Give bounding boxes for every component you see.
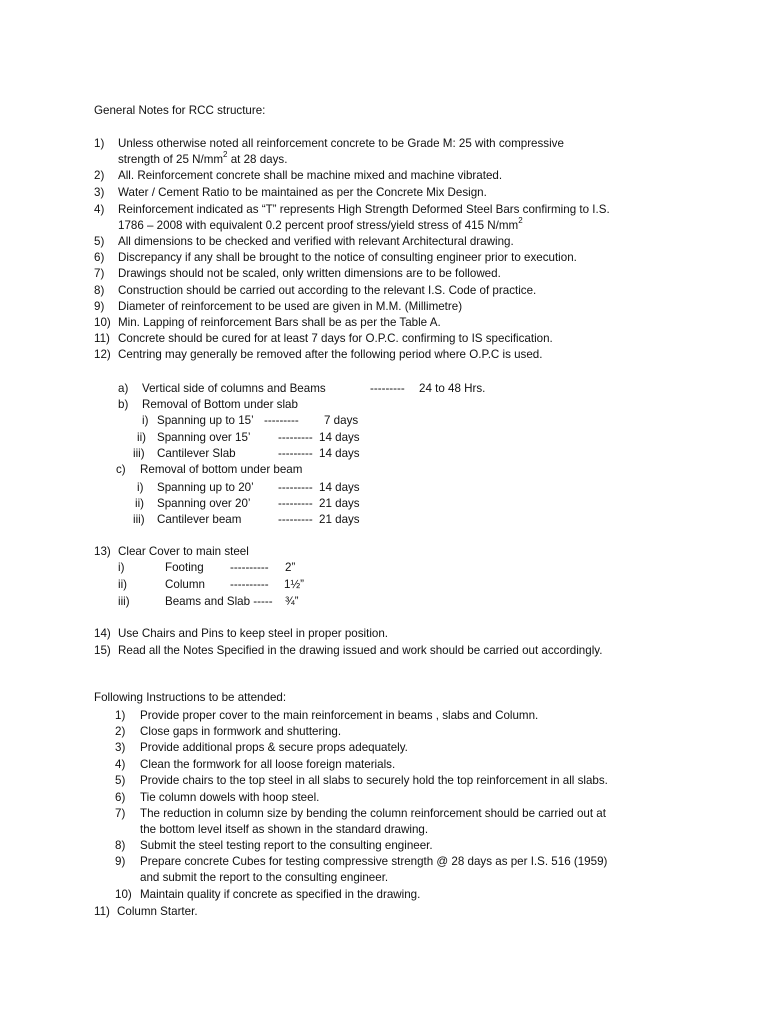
instruction-text: Prepare concrete Cubes for testing compressive strength @ 28 days as per I.S. 516 (1959) xyxy=(140,855,608,868)
curing-c-dash: --------- xyxy=(278,513,313,526)
note-text: Centring may generally be removed after the following period where O.P.C is used. xyxy=(118,348,543,361)
curing-b-dash: --------- xyxy=(278,431,313,444)
instruction-number: 5) xyxy=(115,774,126,787)
instruction-text: Provide proper cover to the main reinforcement in beams , slabs and Column. xyxy=(140,709,539,722)
note-text: Use Chairs and Pins to keep steel in proper position. xyxy=(118,627,389,640)
curing-c-dash: --------- xyxy=(278,497,313,510)
curing-c-roman: ii) xyxy=(135,497,145,510)
curing-c-item: Cantilever beam xyxy=(157,513,242,526)
curing-b-roman: i) xyxy=(142,414,149,427)
note-number: 4) xyxy=(94,203,105,216)
instruction-text: Column Starter. xyxy=(117,905,198,918)
note-number: 12) xyxy=(94,348,111,361)
note-text: Read all the Notes Specified in the drawing issued and work should be carried out accordingly. xyxy=(118,644,603,657)
curing-c-text: Removal of bottom under beam xyxy=(140,463,303,476)
note-text: Construction should be carried out according to the relevant I.S. Code of practice. xyxy=(118,284,537,297)
heading-general-notes: General Notes for RCC structure: xyxy=(94,104,266,117)
note-text: Drawings should not be scaled, only written dimensions are to be followed. xyxy=(118,267,501,280)
curing-b-value: 7 days xyxy=(324,414,359,427)
cover-roman: iii) xyxy=(118,595,130,608)
cover-dash: ---------- xyxy=(230,561,269,574)
note-text: Discrepancy if any shall be brought to the notice of consulting engineer prior to execution. xyxy=(118,251,577,264)
note-number: 5) xyxy=(94,235,105,248)
cover-value: 2” xyxy=(285,561,296,574)
note-text: Diameter of reinforcement to be used are given in M.M. (Millimetre) xyxy=(118,300,463,313)
curing-c-value: 21 days xyxy=(319,513,360,526)
cover-item: Column xyxy=(165,578,205,591)
note-text: Clear Cover to main steel xyxy=(118,545,249,558)
note-number: 14) xyxy=(94,627,111,640)
curing-b-text: Removal of Bottom under slab xyxy=(142,398,298,411)
note-number: 1) xyxy=(94,137,105,150)
curing-b-label: b) xyxy=(118,398,129,411)
curing-b-roman: ii) xyxy=(137,431,147,444)
instruction-text: Provide chairs to the top steel in all slabs to securely hold the top reinforcement in all slabs. xyxy=(140,774,608,787)
note-number: 15) xyxy=(94,644,111,657)
note-number: 9) xyxy=(94,300,105,313)
curing-b-value: 14 days xyxy=(319,431,360,444)
curing-b-roman: iii) xyxy=(133,447,145,460)
instruction-number: 8) xyxy=(115,839,126,852)
note-number: 2) xyxy=(94,169,105,182)
note-text: All. Reinforcement concrete shall be machine mixed and machine vibrated. xyxy=(118,169,503,182)
note-text: Concrete should be cured for at least 7 days for O.P.C. confirming to IS specification. xyxy=(118,332,553,345)
cover-value: ¾” xyxy=(285,595,299,608)
note-text: Unless otherwise noted all reinforcement concrete to be Grade M: 25 with compressive xyxy=(118,137,564,150)
note-number: 11) xyxy=(94,332,110,345)
cover-item: Beams and Slab ----- xyxy=(165,595,273,608)
note-text-continued: 1786 – 2008 with equivalent 0.2 percent proof stress/yield stress of 415 $N/mm^2$ xyxy=(118,216,523,232)
curing-c-roman: i) xyxy=(137,481,144,494)
instruction-text: Maintain quality if concrete as specified in the drawing. xyxy=(140,888,421,901)
instruction-text-continued: the bottom level itself as shown in the standard drawing. xyxy=(140,823,429,836)
curing-a-value: 24 to 48 Hrs. xyxy=(419,382,486,395)
curing-c-item: Spanning up to 20’ xyxy=(157,481,254,494)
cover-roman: i) xyxy=(118,561,125,574)
note-text: Water / Cement Ratio to be maintained as per the Concrete Mix Design. xyxy=(118,186,487,199)
curing-c-value: 14 days xyxy=(319,481,360,494)
curing-b-dash: --------- xyxy=(264,414,299,427)
instruction-number: 4) xyxy=(115,758,126,771)
curing-c-value: 21 days xyxy=(319,497,360,510)
cover-dash: ---------- xyxy=(230,578,269,591)
curing-b-item: Spanning up to 15’ xyxy=(157,414,254,427)
curing-b-item: Cantilever Slab xyxy=(157,447,236,460)
note-number: 6) xyxy=(94,251,105,264)
note-number: 8) xyxy=(94,284,105,297)
curing-a-label: a) xyxy=(118,382,129,395)
instruction-number: 11) xyxy=(94,905,110,918)
instruction-text: Clean the formwork for all loose foreign materials. xyxy=(140,758,396,771)
heading-instructions: Following Instructions to be attended: xyxy=(94,691,287,704)
curing-c-dash: --------- xyxy=(278,481,313,494)
cover-item: Footing xyxy=(165,561,204,574)
instruction-number: 7) xyxy=(115,807,126,820)
curing-a-dash: --------- xyxy=(370,382,405,395)
cover-roman: ii) xyxy=(118,578,128,591)
curing-c-item: Spanning over 20’ xyxy=(157,497,251,510)
instruction-number: 1) xyxy=(115,709,126,722)
instruction-number: 3) xyxy=(115,741,126,754)
instruction-text-continued: and submit the report to the consulting engineer. xyxy=(140,871,389,884)
curing-b-dash: --------- xyxy=(278,447,313,460)
cover-value: 1½” xyxy=(284,578,304,591)
curing-b-value: 14 days xyxy=(319,447,360,460)
note-number: 3) xyxy=(94,186,105,199)
curing-b-item: Spanning over 15’ xyxy=(157,431,251,444)
instruction-text: Submit the steel testing report to the consulting engineer. xyxy=(140,839,433,852)
note-number: 10) xyxy=(94,316,111,329)
instruction-number: 2) xyxy=(115,725,126,738)
instruction-number: 6) xyxy=(115,791,126,804)
curing-c-label: c) xyxy=(116,463,126,476)
instruction-text: The reduction in column size by bending the column reinforcement should be carried out at xyxy=(140,807,606,820)
instruction-number: 9) xyxy=(115,855,126,868)
instruction-text: Tie column dowels with hoop steel. xyxy=(140,791,320,804)
note-text: All dimensions to be checked and verified with relevant Architectural drawing. xyxy=(118,235,514,248)
note-text: Reinforcement indicated as “T” represents High Strength Deformed Steel Bars confirming to I.S. xyxy=(118,203,610,216)
curing-a-text: Vertical side of columns and Beams xyxy=(142,382,326,395)
instruction-text: Close gaps in formwork and shuttering. xyxy=(140,725,342,738)
note-number: 7) xyxy=(94,267,105,280)
note-text: Min. Lapping of reinforcement Bars shall be as per the Table A. xyxy=(118,316,441,329)
curing-c-roman: iii) xyxy=(133,513,145,526)
instruction-text: Provide additional props & secure props adequately. xyxy=(140,741,408,754)
note-text-continued: strength of 25 $N/mm^2$ at 28 days. xyxy=(118,150,288,166)
note-number: 13) xyxy=(94,545,111,558)
instruction-number: 10) xyxy=(115,888,132,901)
